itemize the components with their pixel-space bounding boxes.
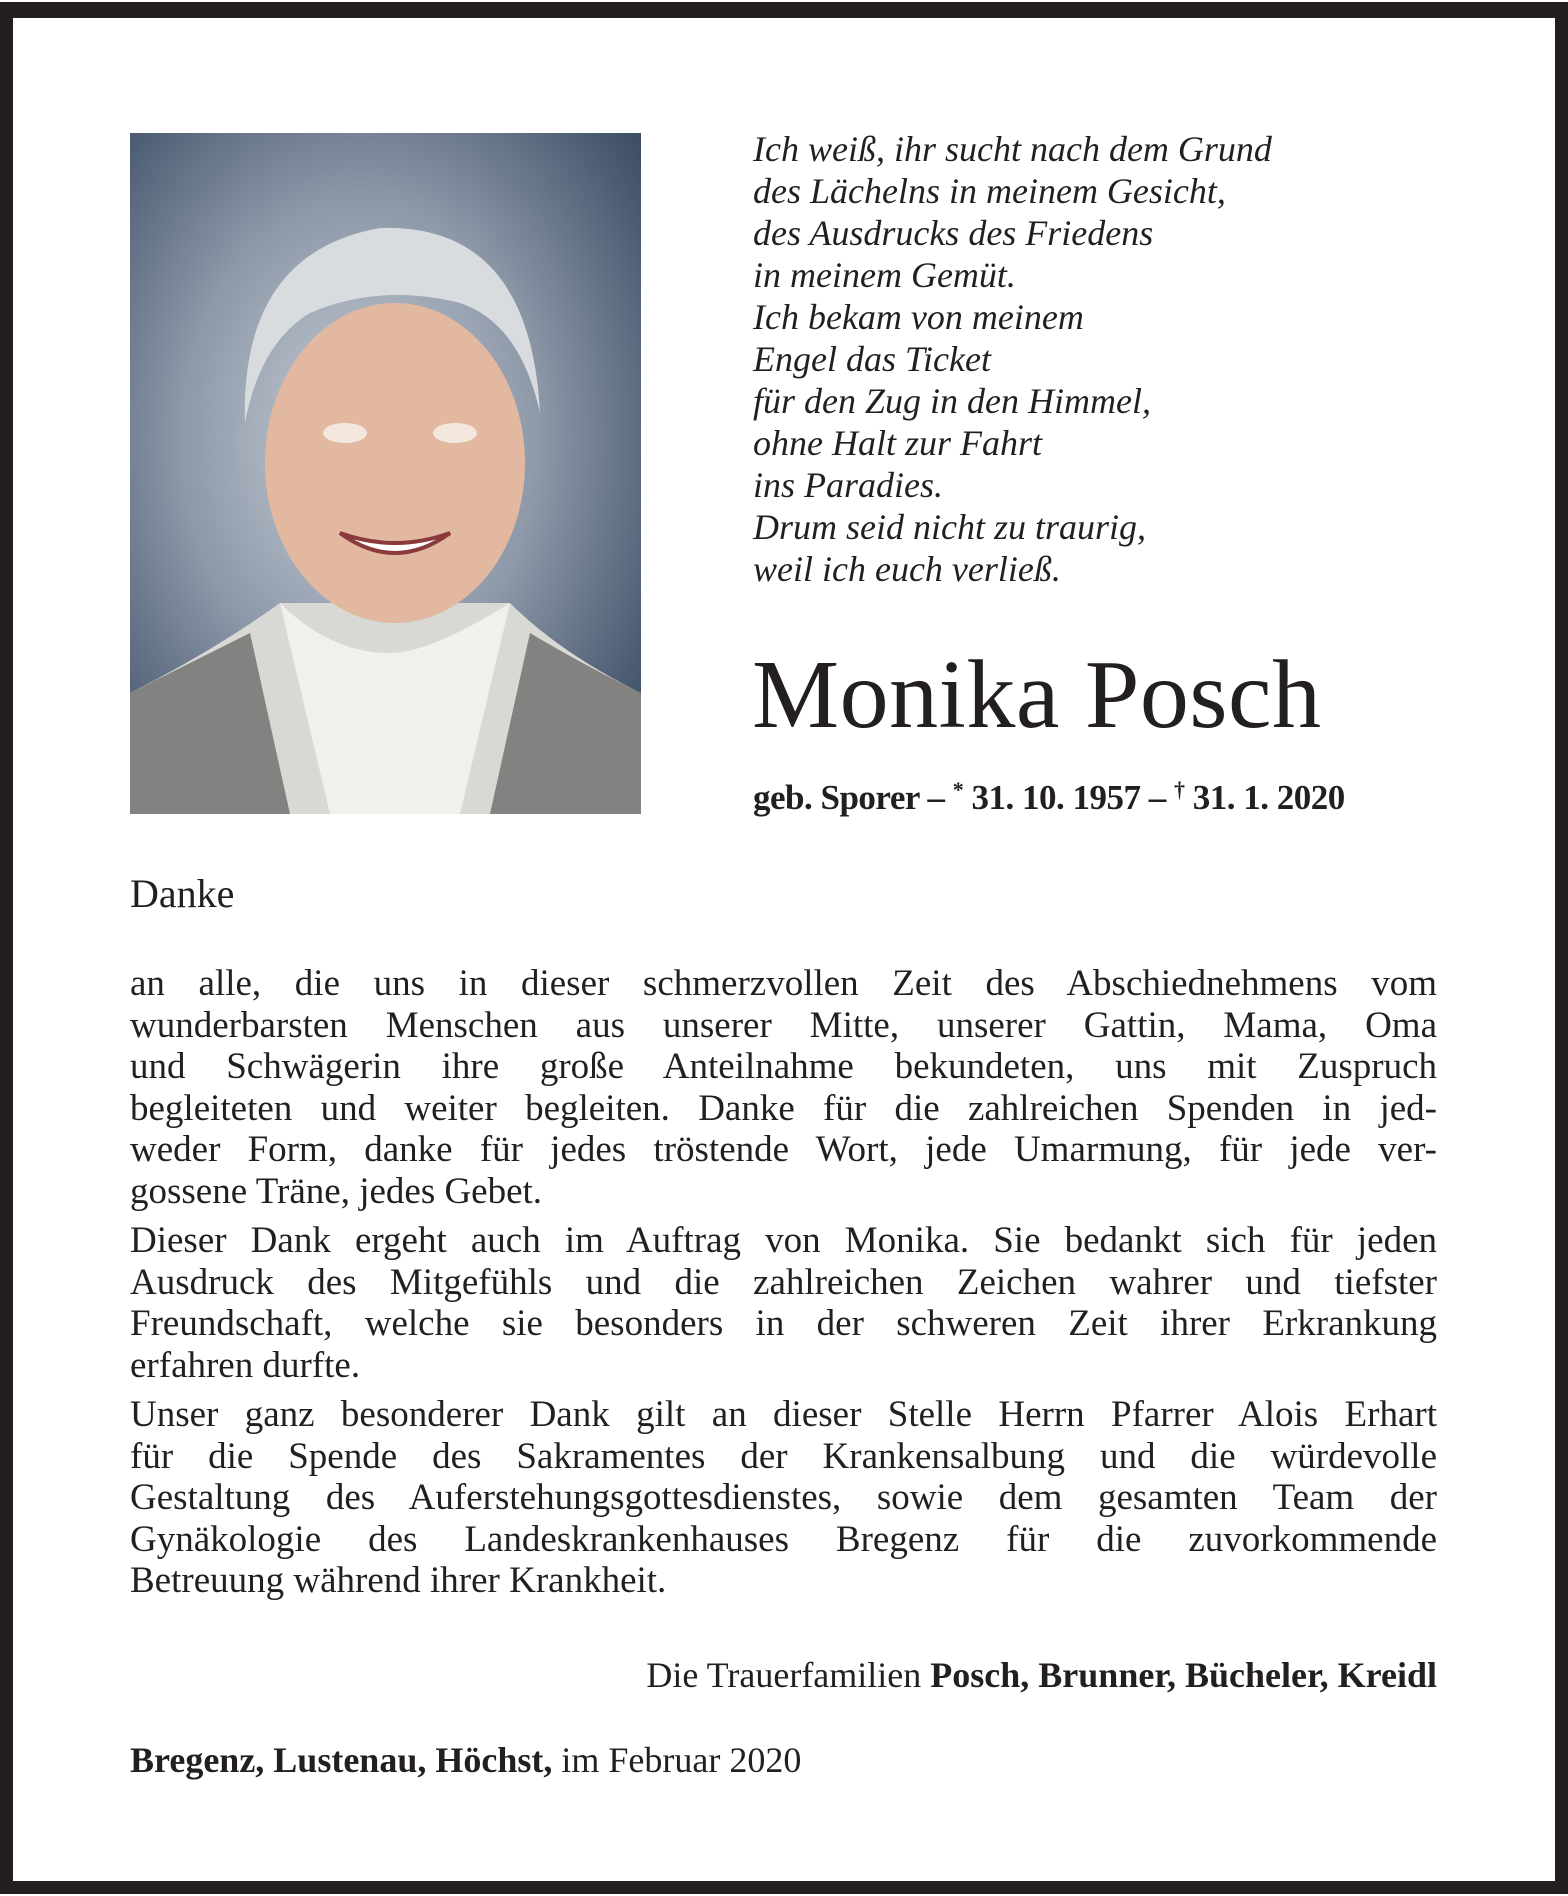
text-line: Ausdruck des Mitgefühls und die zahlreichen Zeichen wahrer und tiefster bbox=[130, 1261, 1437, 1303]
text-line: erfahren durfte. bbox=[130, 1344, 361, 1386]
birth-star-icon: * bbox=[952, 777, 964, 802]
signature-prefix: Die Trauerfamilien bbox=[646, 1655, 931, 1695]
place-and-date bbox=[130, 1739, 801, 1781]
text-line: begleiteten und weiter begleiten. Danke für die zahlreichen Spenden in jed- bbox=[130, 1087, 1437, 1129]
paragraph bbox=[130, 963, 1437, 1212]
poem-line: des Lächelns in meinem Gesicht, bbox=[753, 171, 1226, 211]
paragraph bbox=[130, 1394, 1437, 1602]
text-line: Freundschaft, welche sie besonders in der schweren Zeit ihrer Erkrankung bbox=[130, 1303, 1437, 1344]
poem-line: in meinem Gemüt. bbox=[753, 255, 1016, 295]
poem-line: Ich weiß, ihr sucht nach dem Grund bbox=[753, 129, 1272, 169]
text-line: Betreuung während ihrer Krankheit. bbox=[130, 1560, 667, 1601]
text-line: für die Spende des Sakramentes der Krankensalbung und die würdevolle bbox=[130, 1435, 1437, 1477]
poem-line: ohne Halt zur Fahrt bbox=[753, 423, 1043, 463]
poem-line: ins Paradies. bbox=[753, 465, 944, 505]
poem-line: Ich bekam von meinem bbox=[753, 297, 1084, 337]
text-line: Gynäkologie des Landeskrankenhauses Bregenz für die zuvorkommende bbox=[130, 1518, 1437, 1560]
text-line: Dieser Dank ergeht auch im Auftrag von Monika. Sie bedankt sich für jeden bbox=[130, 1220, 1437, 1261]
poem-line: des Ausdrucks des Friedens bbox=[753, 213, 1154, 253]
date: im Februar 2020 bbox=[552, 1740, 802, 1780]
poem-line: weil ich euch verließ. bbox=[753, 549, 1061, 589]
towns: Bregenz, Lustenau, Höchst, bbox=[130, 1740, 553, 1780]
birth-date: 31. 10. 1957 – bbox=[963, 778, 1175, 817]
poem-line: Drum seid nicht zu traurig, bbox=[753, 507, 1147, 547]
paragraph bbox=[130, 1220, 1437, 1386]
text-line: gossene Träne, jedes Gebet. bbox=[130, 1170, 543, 1212]
death-cross-icon: † bbox=[1174, 777, 1185, 802]
death-date: 31. 1. 2020 bbox=[1184, 778, 1345, 817]
family-names: Posch, Brunner, Bücheler, Kreidl bbox=[930, 1655, 1437, 1695]
deceased-name: Monika Posch bbox=[752, 641, 1322, 749]
family-signature bbox=[646, 1654, 1437, 1696]
thanks-heading: Danke bbox=[130, 871, 235, 916]
portrait-photo bbox=[130, 133, 641, 814]
poem-line: für den Zug in den Himmel, bbox=[753, 381, 1151, 421]
thanks-body bbox=[130, 963, 1437, 1610]
text-line: und Schwägerin ihre große Anteilnahme bekundeten, uns mit Zuspruch bbox=[130, 1046, 1437, 1087]
memorial-poem bbox=[753, 128, 1272, 590]
life-dates bbox=[753, 777, 1345, 818]
poem-line: Engel das Ticket bbox=[753, 339, 991, 379]
text-line: Unser ganz besonderer Dank gilt an dieser Stelle Herrn Pfarrer Alois Erhart bbox=[130, 1394, 1437, 1435]
text-line: weder Form, danke für jedes tröstende Wort, jede Umarmung, für jede ver- bbox=[130, 1129, 1437, 1170]
text-line: wunderbarsten Menschen aus unserer Mitte, unserer Gattin, Mama, Oma bbox=[130, 1004, 1437, 1046]
text-line: Gestaltung des Auferstehungsgottesdienstes, sowie dem gesamten Team der bbox=[130, 1477, 1437, 1518]
maiden-name: geb. Sporer – bbox=[753, 778, 953, 817]
text-line: an alle, die uns in dieser schmerzvollen Zeit des Abschiednehmens vom bbox=[130, 963, 1437, 1004]
